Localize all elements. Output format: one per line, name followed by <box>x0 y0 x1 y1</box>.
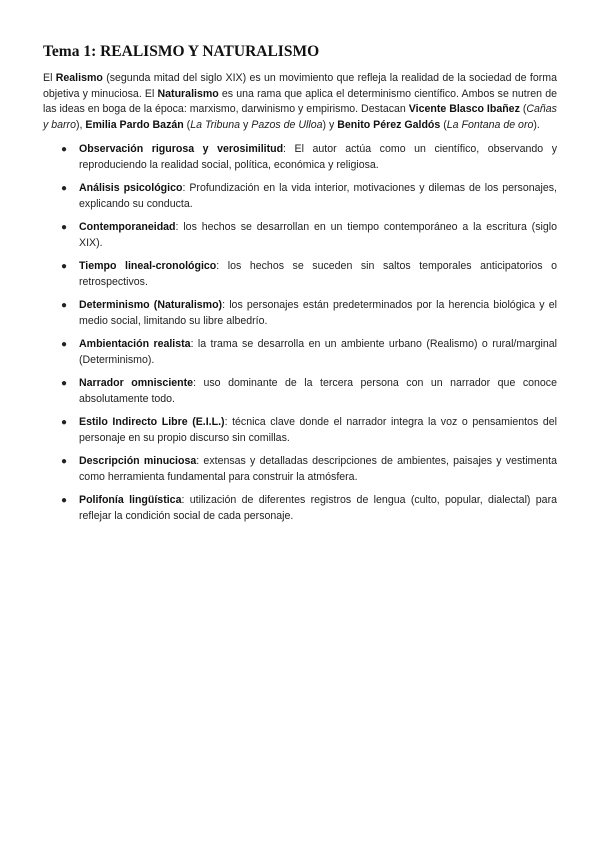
bullet-icon: ● <box>61 339 68 351</box>
list-item <box>43 493 557 524</box>
feature-text: : los hechos se desarrollan en un tiempo contemporáneo a la escritura (siglo XIX). <box>79 221 557 249</box>
feature-text: : uso dominante de la tercera persona con un narrador que conoce absolutamente todo. <box>79 377 557 405</box>
bullet-icon: ● <box>61 495 68 507</box>
list-item <box>43 220 557 251</box>
term-realismo: Realismo <box>55 72 103 84</box>
term-naturalismo: Naturalismo <box>157 87 219 100</box>
work-title: La Fontana de oro <box>446 118 534 131</box>
features-list <box>43 142 557 524</box>
list-item <box>43 181 557 212</box>
bullet-icon: ● <box>61 300 68 312</box>
feature-term: Observación rigurosa y verosimilitud <box>79 143 284 156</box>
feature-term: Polifonía lingüística <box>79 494 182 507</box>
intro-text: ) y <box>322 118 338 131</box>
author-perez-galdos: Benito Pérez Galdós <box>337 118 441 131</box>
feature-text: : El autor actúa como un científico, observando y reproduciendo la realidad social, política, económica y religiosa. <box>79 143 557 171</box>
intro-text: es una rama que aplica el determinismo científico. Ambos se nutren de las ideas en boga de la época: marxismo, darwinismo y empirismo. Destacan <box>43 87 557 116</box>
feature-term: Ambientación realista <box>79 338 191 351</box>
intro-text: ), <box>75 118 86 131</box>
bullet-icon: ● <box>61 183 68 195</box>
page-title: Tema 1: REALISMO Y NATURALISMO <box>43 43 320 60</box>
bullet-icon: ● <box>61 456 68 468</box>
bullet-icon: ● <box>61 261 68 273</box>
feature-text: : Profundización en la vida interior, motivaciones y dilemas de los personajes, explicando su conducta. <box>79 182 557 210</box>
intro-text: ( <box>183 118 191 131</box>
bullet-icon: ● <box>61 222 68 234</box>
list-item <box>43 415 557 446</box>
list-item <box>43 337 557 368</box>
list-item <box>43 259 557 290</box>
intro-text: ( <box>519 103 527 116</box>
feature-text: : técnica clave donde el narrador integra la voz o pensamientos del personaje en su propio discurso sin comillas. <box>79 416 557 444</box>
feature-term: Tiempo lineal-cronológico <box>79 260 217 273</box>
feature-text: : utilización de diferentes registros de lengua (culto, popular, dialectal) para reflejar la condición social de cada personaje. <box>79 494 557 522</box>
bullet-icon: ● <box>61 378 68 390</box>
work-title: Pazos de Ulloa <box>251 118 323 131</box>
feature-term: Descripción minuciosa <box>79 455 197 468</box>
feature-text: : los hechos se suceden sin saltos temporales anticipatorios o retrospectivos. <box>79 260 558 288</box>
author-blasco-ibanez: Vicente Blasco Ibañez <box>408 103 520 116</box>
feature-text: : los personajes están predeterminados por la herencia biológica y el medio social, limitando su libre albedrío. <box>79 299 557 327</box>
bullet-icon: ● <box>61 144 68 156</box>
feature-text: : extensas y detalladas descripciones de ambientes, paisajes y vestimenta como herramienta fundamental para construir la atmósfera. <box>79 455 557 483</box>
feature-term: Análisis psicológico <box>79 182 183 195</box>
list-item <box>43 454 557 485</box>
author-pardo-bazan: Emilia Pardo Bazán <box>85 118 184 131</box>
list-item <box>43 376 557 407</box>
list-item <box>43 298 557 329</box>
feature-term: Narrador omnisciente <box>79 377 194 390</box>
intro-text: (segunda mitad del siglo XIX) es un movimiento que refleja la realidad de la sociedad de forma objetiva y minuciosa. El <box>43 72 557 100</box>
intro-text: y <box>240 118 252 131</box>
feature-text: : la trama se desarrolla en un ambiente urbano (Realismo) o rural/marginal (Determinismo). <box>79 338 557 366</box>
document-page <box>43 42 557 532</box>
intro-text: ( <box>440 118 447 131</box>
work-title: La Tribuna <box>190 118 241 131</box>
feature-term: Determinismo (Naturalismo) <box>79 299 223 312</box>
feature-term: Contemporaneidad <box>79 221 176 234</box>
list-item <box>43 142 557 173</box>
bullet-icon: ● <box>61 417 68 429</box>
intro-text: ). <box>533 118 540 131</box>
intro-text: El <box>43 72 56 84</box>
intro-paragraph <box>43 71 557 133</box>
work-title: Cañas y barro <box>43 103 557 131</box>
feature-term: Estilo Indirecto Libre (E.I.L.) <box>79 416 225 429</box>
